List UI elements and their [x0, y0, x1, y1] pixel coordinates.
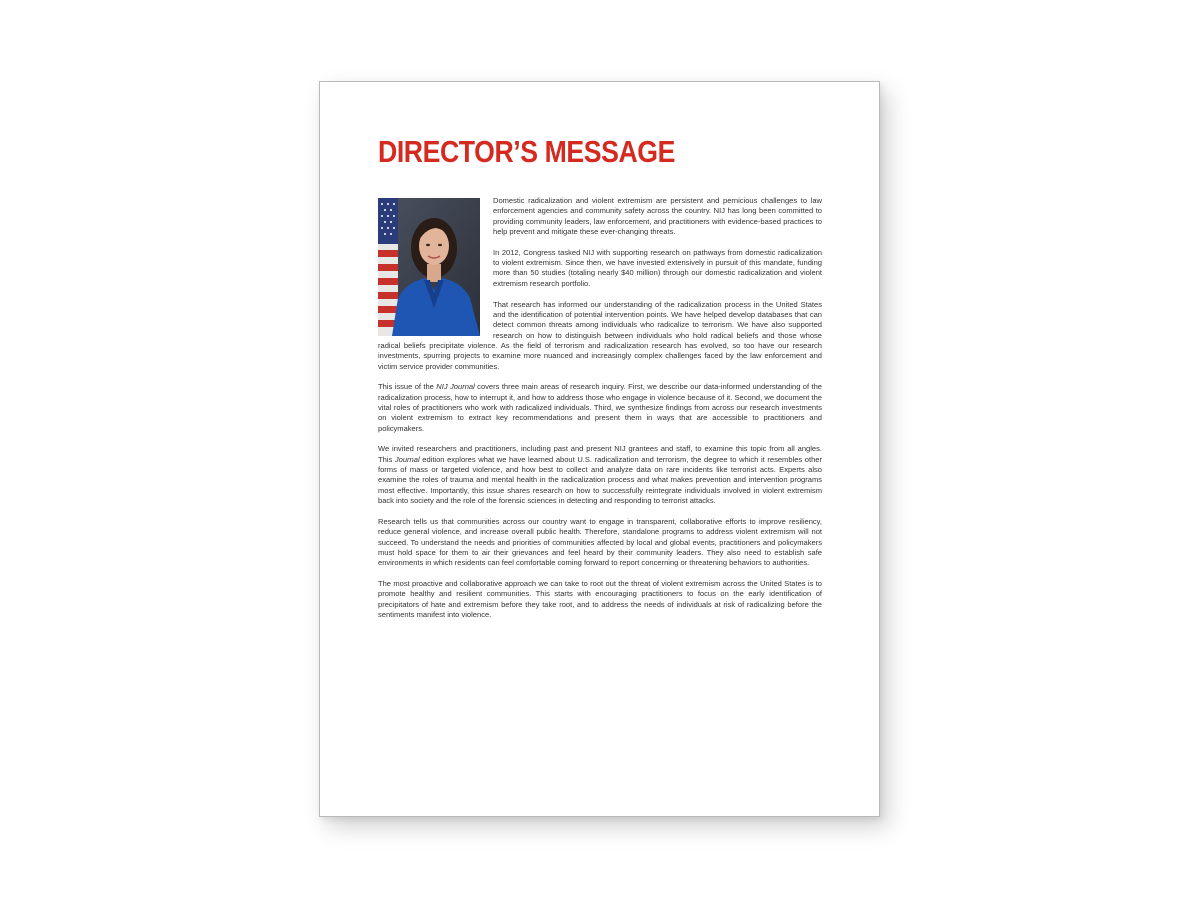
page-title: DIRECTOR’S MESSAGE — [378, 134, 675, 169]
paragraph: That research has informed our understanding of the radicalization process in the United States and the identification of potential intervention points. We have helped develop databases that can detect common threats among individuals who radicalize to terrorism. We have also supported research on how to distinguish between individuals who hold radical beliefs and those whose radical beliefs precipitate violence. As the field of terrorism and radicalization research has evolved, so too have our research investments, spurring projects to examine more nuanced and increasingly complex challenges faced by the law enforcement and victim service provider communities. — [378, 299, 822, 371]
paragraph: The most proactive and collaborative approach we can take to root out the threat of violent extremism across the United States is to promote healthy and resilient communities. This starts with encouraging practitioners to focus on the early identification of precipitators of hate and extremism before they take root, and to address the needs of individuals at risk of radicalizing before the sentiments manifest into violence. — [378, 579, 822, 620]
paragraph: Research tells us that communities across our country want to engage in transparent, collaborative efforts to improve resiliency, reduce general violence, and increase overall public health. Therefore, standalone programs to address violent extremism will not succeed. To understand the needs and priorities of communities affected by local and global events, practitioners and policymakers must hold space for them to air their grievances and feel heard by their community leaders. They also need to establish safe environments in which residents can feel comfortable coming forward to report concerning or threatening behaviors to authorities. — [378, 516, 822, 568]
text-span: covers three main areas of research inquiry. First, we describe our data-informed understanding of the radicalization process, how to interrupt it, and how to address those who engage in violence because of it. Second, we document the vital roles of practitioners who work with radicalized individuals. Third, we synthesize findings from across our research investments on violent extremism to extract key recommendations and present them in ways that are accessible to practitioners and policymakers. — [378, 382, 822, 433]
text-span: edition explores what we have learned about U.S. radicalization and terrorism, the degree to which it resembles other forms of mass or targeted violence, and how best to collect and analyze data on rare incidents like terrorist acts. Experts also examine the roles of trauma and mental health in the radicalization process and what makes prevention and intervention programs most effective. Importantly, this issue shares research on how to successfully reintegrate individuals involved in violent extremism back into society and the role of the forensic sciences in detecting and responding to terrorist attacks. — [378, 454, 822, 506]
portrait-spacer — [378, 196, 480, 338]
paragraph — [378, 444, 822, 506]
journal-title: NIJ Journal — [436, 382, 475, 392]
text-span: This issue of the — [378, 382, 437, 392]
paragraph: In 2012, Congress tasked NIJ with supporting research on pathways from domestic radicalization to violent extremism. Since then, we have invested extensively in pursuit of this mandate, funding more than 50 studies (totaling nearly $40 million) through our domestic radicalization and violent extremism research portfolio. — [493, 247, 822, 288]
paragraph: Domestic radicalization and violent extremism are persistent and pernicious challenges to law enforcement agencies and community safety across the country. NIJ has long been committed to providing community leaders, law enforcement, and practitioners with evidence-based practices to help prevent and mitigate these ever-changing threats. — [493, 196, 822, 237]
document-page — [319, 81, 880, 817]
message-body — [378, 196, 822, 631]
journal-title: Journal — [394, 454, 420, 464]
text-span: We invited researchers and practitioners, including past and present NIJ grantees and staff, to examine this topic from all angles. This — [378, 444, 822, 464]
paragraph — [378, 382, 822, 434]
